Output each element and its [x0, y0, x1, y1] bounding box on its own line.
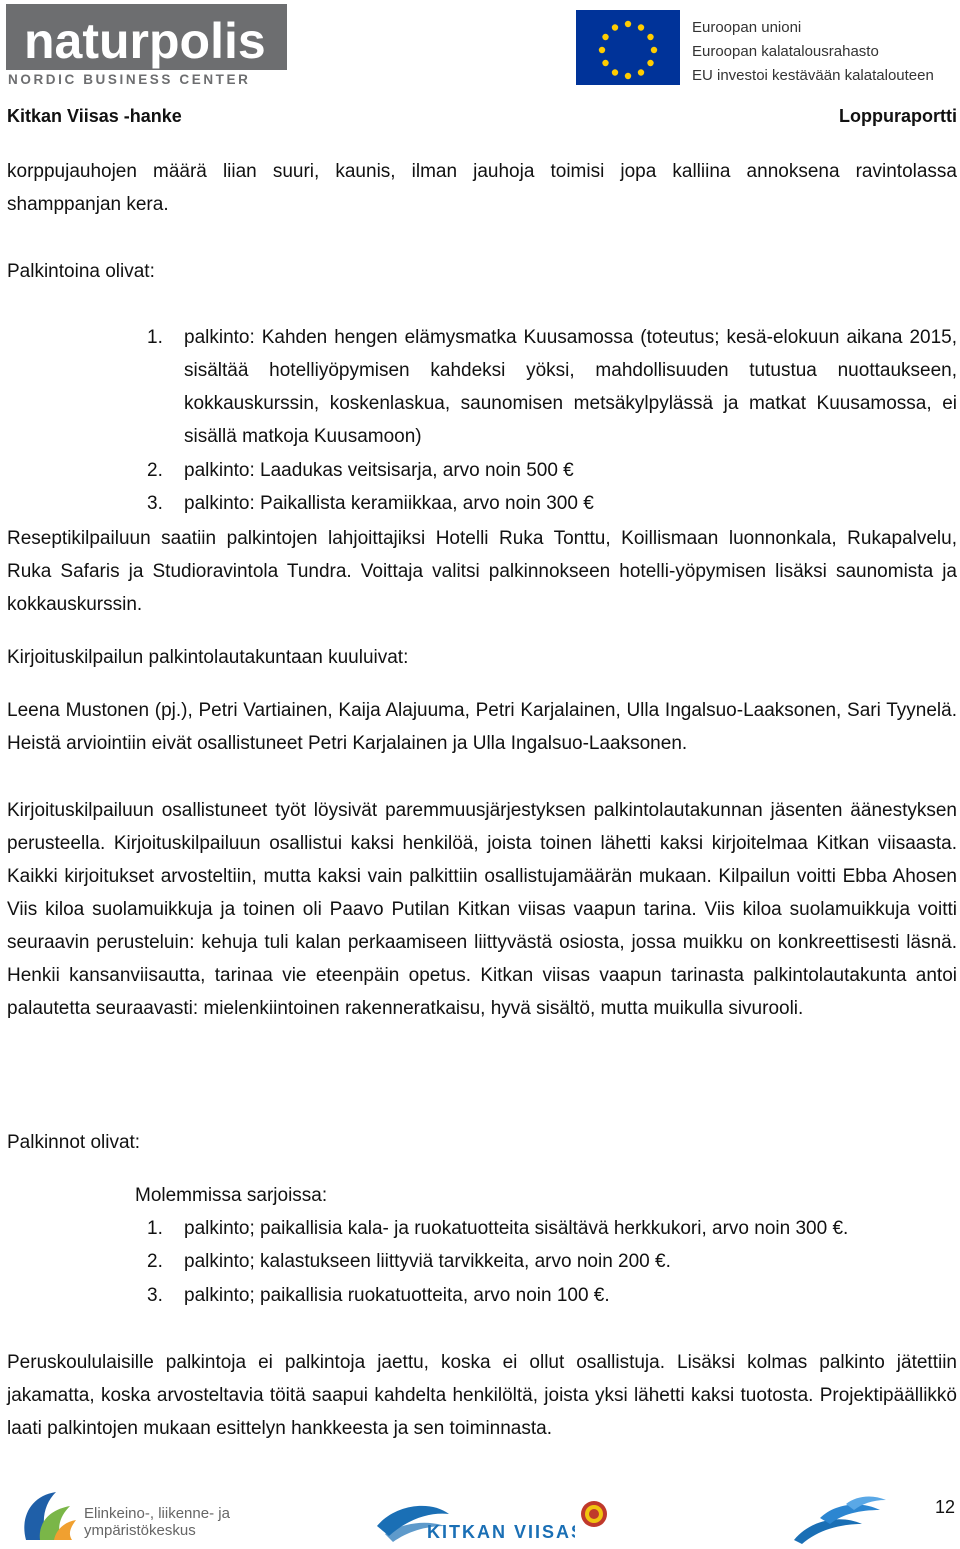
eu-line3: EU investoi kestävään kalatalouteen: [692, 67, 934, 84]
prize2-text: palkinto; paikallisia ruokatuotteita, arvo noin 100 €.: [184, 1285, 610, 1306]
header-report-type: Loppuraportti: [839, 106, 957, 126]
paragraph-3: Leena Mustonen (pj.), Petri Vartiainen, Kaija Alajuuma, Petri Karjalainen, Ulla Ingalsuo-Laaksonen, Sari Tyynelä. Heistä arviointiin eivät osallistuneet Petri Karjalainen ja Ulla Ingalsuo-Laaksonen.: [7, 700, 957, 754]
prize-text: palkinto: Kahden hengen elämysmatka Kuusamossa (toteutus; kesä-elokuun aikana 2015, sisältää hotelliyöpymisen kahdeksi yöksi, mahdollisuuden tutustua nuottaukseen, kokkauskurssin, koskenlaskua, saunomisen metsäkylpylässä ja matkat Kuusamossa, ei sisällä matkoja Kuusamoon): [184, 327, 957, 447]
prize2-number: 3.: [147, 1285, 163, 1306]
prize2-text: palkinto; paikallisia kala- ja ruokatuotteita sisältävä herkkukori, arvo noin 300 €.: [184, 1218, 849, 1239]
ely-line2: ympäristökeskus: [84, 1522, 196, 1539]
prizes2-heading: Palkinnot olivat:: [7, 1132, 141, 1153]
kitkan-fish-icon: [375, 1496, 575, 1544]
paragraph-4: Kirjoituskilpailuun osallistuneet työt löysivät paremmuusjärjestyksen palkintolautakunnan jäsenten äänestyksen perusteella. Kirjoituskilpailuun osallistui kaksi henkilöä, joista toinen lähetti kaksi kirjoitelmaa Kitkan viisaasta. Kaikki kirjoitukset arvosteltiin, mutta kaksi vain palkittiin osallistujamäärän mukaan. Kilpailun voitti Ebba Ahosen Viis kiloa suolamuikkuja ja toinen oli Paavo Putilan Kitkan viisas vaapun tarina. Viis kiloa suolamuikkuja voitti seuraavin perusteluin: kehuja tuli kalan perkaamiseen liittyvästä osiosta, jossa muikku on konkreettisesti läsnä. Henkii kansanviisautta, tarinaa vie eteenpäin opetus. Kitkan viisas vaapun tarinasta palkintolautakunta antoi palautetta seuraavasti: mielenkiintoinen rakenneratkaisu, hyvä sisältö, mutta muikulla sivurooli.: [7, 800, 957, 1019]
header-project-name: Kitkan Viisas -hanke: [7, 106, 182, 126]
kitkan-text: KITKAN VIISAS: [427, 1522, 575, 1542]
paragraph-1: korppujauhojen määrä liian suuri, kaunis, ilman jauhoja toimisi jopa kalliina annoksena ravintolassa shamppanjan kera.: [7, 161, 957, 215]
eu-line2: Euroopan kalatalousrahasto: [692, 43, 879, 60]
prizes-heading: Palkintoina olivat:: [7, 261, 155, 282]
prize2-number: 2.: [147, 1251, 163, 1272]
quality-seal-icon: [580, 1500, 608, 1528]
paragraph-2: Reseptikilpailuun saatiin palkintojen lahjoittajiksi Hotelli Ruka Tonttu, Koillismaan luonnonkala, Rukapalvelu, Ruka Safaris ja Studioravintola Tundra. Voittaja valitsi palkinnokseen hotelli-yöpymisen lisäksi saunomista ja kokkauskurssin.: [7, 528, 957, 615]
eu-logo: [576, 10, 956, 85]
ely-line1: Elinkeino-, liikenne- ja: [84, 1505, 230, 1522]
eu-flag-icon: [576, 10, 956, 85]
fish-school-logo: [790, 1490, 890, 1544]
prize-text: palkinto: Paikallista keramiikkaa, arvo noin 300 €: [184, 493, 594, 514]
prize-number: 3.: [147, 493, 163, 514]
kitkan-viisas-logo: [375, 1496, 575, 1544]
paragraph-5: Peruskoululaisille palkintoja ei palkintoja jaettu, koska ei ollut osallistuja. Lisäksi kolmas palkinto jätettiin jakamatta, koska arvosteltavia töitä saapui kahdelta henkilöltä, joista yksi lähetti kaksi tuotosta. Projektipäällikkö laati palkintojen mukaan esittelyn hankkeesta ja sen toiminnasta.: [7, 1352, 957, 1439]
both-series-label: Molemmissa sarjoissa:: [135, 1185, 328, 1206]
logo-sub: NORDIC BUSINESS CENTER: [8, 72, 251, 86]
fish-school-icon: [790, 1490, 890, 1544]
prize-number: 1.: [147, 327, 163, 348]
ely-leaf-icon: [18, 1488, 248, 1544]
logo-brand: naturpolis: [24, 13, 266, 69]
prize-number: 2.: [147, 460, 163, 481]
page-number: 12: [935, 1497, 956, 1517]
naturpolis-logo: [6, 4, 287, 86]
jury-heading: Kirjoituskilpailun palkintolautakuntaan kuuluivat:: [7, 647, 409, 668]
prize2-text: palkinto; kalastukseen liittyviä tarvikkeita, arvo noin 200 €.: [184, 1251, 671, 1272]
naturpolis-logo-graphic: [6, 4, 287, 86]
ely-logo: [18, 1488, 248, 1544]
prize2-number: 1.: [147, 1218, 163, 1239]
eu-line1: Euroopan unioni: [692, 19, 802, 36]
prize-text: palkinto: Laadukas veitsisarja, arvo noin 500 €: [184, 460, 574, 481]
